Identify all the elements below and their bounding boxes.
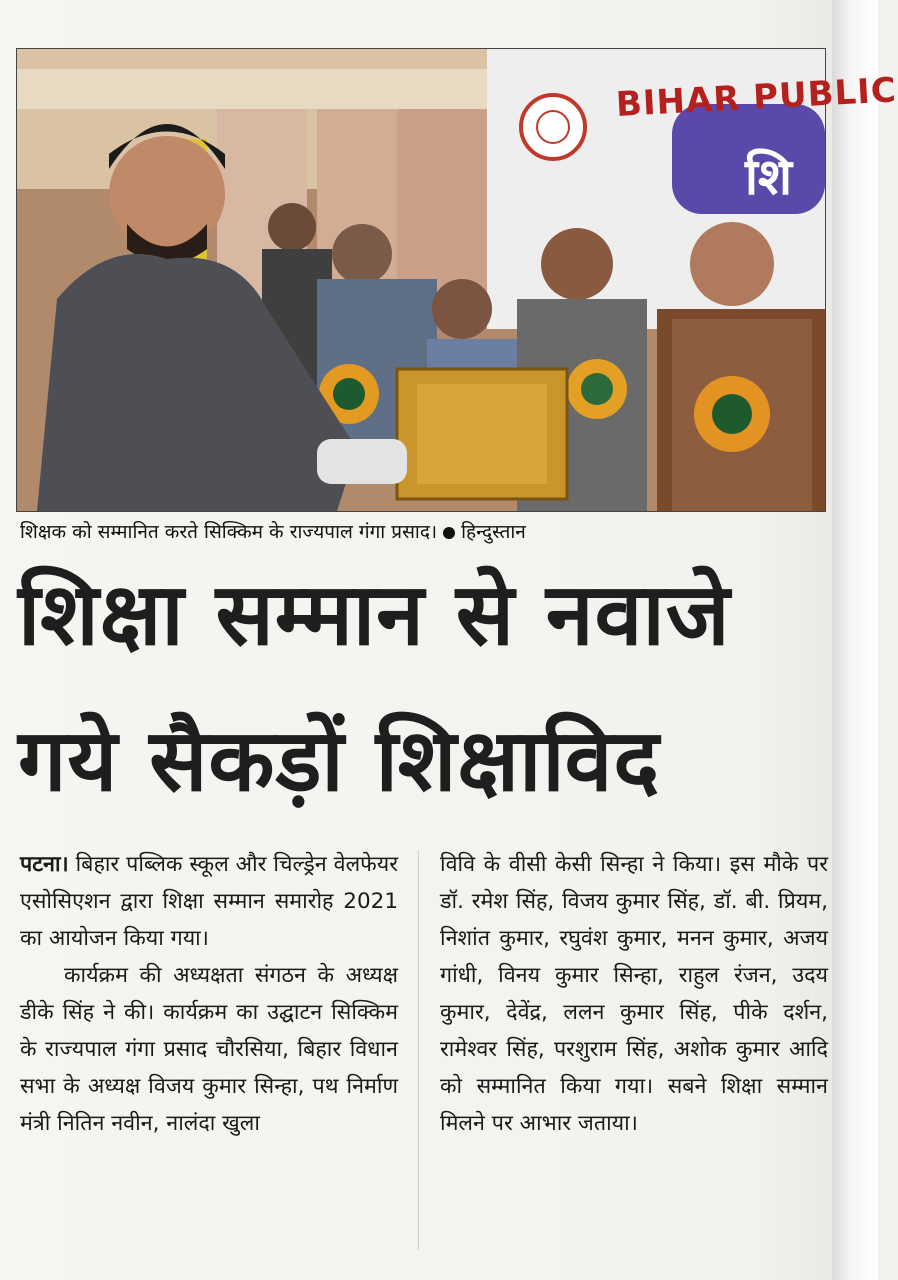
article-column-left [20, 846, 398, 1142]
headline-line-1: शिक्षा सम्मान से नवाजे [18, 565, 731, 665]
paragraph-1-text: बिहार पब्लिक स्कूल और चिल्ड्रेन वेलफेयर एसोसिएशन द्वारा शिक्षा सम्मान समारोह 2021 का आयोजन किया गया। [20, 852, 398, 951]
headline-line-2: गये सैकड़ों शिक्षाविद [18, 711, 661, 811]
bullet-icon [443, 527, 455, 539]
photo-credit: हिन्दुस्तान [461, 521, 526, 543]
dateline: पटना। [20, 852, 69, 877]
column-divider [418, 850, 419, 1250]
photo-caption [20, 518, 820, 544]
banner-script: शि [745, 148, 792, 206]
caption-text: शिक्षक को सम्मानित करते सिक्किम के राज्यपाल गंगा प्रसाद। [20, 521, 438, 543]
article-column-right [440, 846, 828, 1142]
article-paragraph-1 [20, 846, 398, 957]
page-edge [832, 0, 878, 1280]
banner-text: BIHAR PUBLIC [615, 70, 898, 125]
article-paragraph-2: कार्यक्रम की अध्यक्षता संगठन के अध्यक्ष डीके सिंह ने की। कार्यक्रम का उद्घाटन सिक्किम के राज्यपाल गंगा प्रसाद चौरसिया, बिहार विधान सभा के अध्यक्ष विजय कुमार सिन्हा, पथ निर्माण मंत्री नितिन नवीन, नालंदा खुला [20, 963, 398, 1136]
news-photo [16, 48, 898, 512]
article-paragraph-3: विवि के वीसी केसी सिन्हा ने किया। इस मौके पर डॉ. रमेश सिंह, विजय कुमार सिंह, डॉ. बी. प्रियम, निशांत कुमार, रघुवंश कुमार, मनन कुमार, अजय गांधी, विनय कुमार सिन्हा, राहुल रंजन, उदय कुमार, देवेंद्र, ललन कुमार सिंह, पीके दर्शन, रामेश्वर सिंह, परशुराम सिंह, अशोक कुमार आदि को सम्मानित किया गया। सबने शिक्षा सम्मान मिलने पर आभार जताया। [440, 852, 828, 1136]
